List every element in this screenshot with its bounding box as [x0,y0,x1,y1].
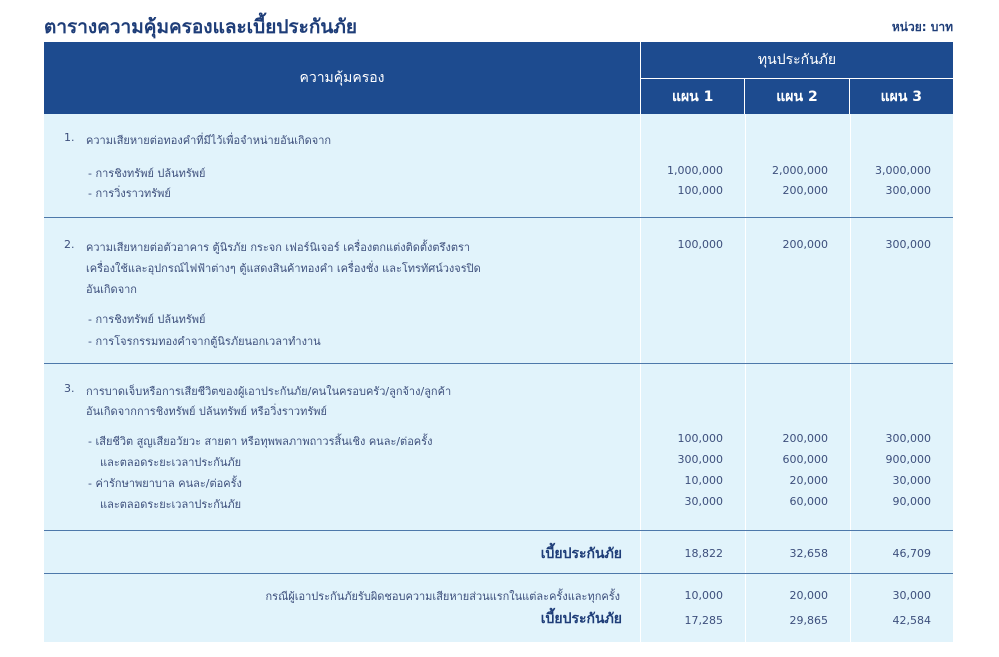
section-1-item-1-plan-3: 3,000,000 [875,164,931,177]
deductible-plan-3-cell [850,574,953,642]
premium-plan-3: 46,709 [892,547,931,560]
section-3-item-2-plan-1: 300,000 [677,453,723,466]
premium-label: เบี้ยประกันภัย [540,546,622,562]
section-2-plan-3-value: 300,000 [885,238,931,251]
section-2-plan-1-value: 100,000 [677,238,723,251]
section-3-heading-line-2: อันเกิดจากการชิงทรัพย์ ปล้นทรัพย์ หรือวิ่งราวทรัพย์ [86,405,327,418]
section-2-row [44,218,953,364]
premium-plan-2-cell [745,531,850,573]
premium-plan-1-cell [641,531,745,573]
section-1-description [44,114,641,217]
deductible-plan-1: 10,000 [684,589,723,602]
deductible-premium-plan-1: 17,285 [684,614,723,627]
deductible-row [44,574,953,642]
section-3-heading-line-1: การบาดเจ็บหรือการเสียชีวิตของผู้เอาประกันภัย/คนในครอบครัว/ลูกจ้าง/ลูกค้า [86,385,452,398]
deductible-label: กรณีผู้เอาประกันภัยรับผิดชอบความเสียหายส่วนแรกในแต่ละครั้งและทุกครั้ง [265,590,620,603]
deductible-plan-2-cell [745,574,850,642]
section-1-plan-1 [641,114,745,217]
section-1-plan-3 [850,114,953,217]
section-3-item-1-plan-3: 300,000 [885,432,931,445]
deductible-premium-plan-2: 29,865 [789,614,828,627]
section-3-item-1-label: - เสียชีวิต สูญเสียอวัยวะ สายตา หรือทุพพลภาพถาวรสิ้นเชิง คนละ/ต่อครั้ง [88,435,433,448]
section-3-plan-3 [850,364,953,530]
section-2-item-1-label: - การชิงทรัพย์ ปล้นทรัพย์ [88,313,206,326]
section-3-item-2-plan-3: 900,000 [885,453,931,466]
section-1-plan-2 [745,114,850,217]
section-1-item-1-plan-1: 1,000,000 [667,164,723,177]
deductible-plan-3: 30,000 [892,589,931,602]
section-3-item-3-plan-2: 20,000 [789,474,828,487]
section-3-item-4-plan-3: 90,000 [892,495,931,508]
header-plan-3: แผน 3 [849,79,953,114]
section-3-item-2-plan-2: 600,000 [782,453,828,466]
section-2-plan-3 [850,218,953,363]
unit-label: หน่วย: บาท [891,20,953,34]
section-3-item-4-plan-2: 60,000 [789,495,828,508]
section-2-heading-line-1: ความเสียหายต่อตัวอาคาร ตู้นิรภัย กระจก เฟอร์นิเจอร์ เครื่องตกแต่งติดตั้งตรึงตรา [86,241,471,254]
section-2-heading-line-2: เครื่องใช้และอุปกรณ์ไฟฟ้าต่างๆ ตู้แสดงสินค้าทองคำ เครื่องชั่ง และโทรทัศน์วงจรปิด [86,262,481,275]
section-1-item-1-plan-2: 2,000,000 [772,164,828,177]
section-3-item-1-plan-2: 200,000 [782,432,828,445]
section-2-number: 2. [64,238,75,251]
section-3-item-1-plan-1: 100,000 [677,432,723,445]
section-1-heading: ความเสียหายต่อทองคำที่มีไว้เพื่อจำหน่ายอันเกิดจาก [86,134,332,147]
coverage-table [44,42,953,642]
page-title: ตารางความคุ้มครองและเบี้ยประกันภัย [44,16,357,38]
section-3-item-3-label: - ค่ารักษาพยาบาล คนละ/ต่อครั้ง [88,477,242,490]
section-2-description [44,218,641,363]
header-plan-1: แผน 1 [671,88,714,105]
section-1-item-1-label: - การชิงทรัพย์ ปล้นทรัพย์ [88,167,206,180]
deductible-plan-1-cell [641,574,745,642]
section-3-item-3-plan-1: 10,000 [684,474,723,487]
premium-label-cell [44,531,641,573]
deductible-plan-2: 20,000 [789,589,828,602]
header-sum-insured-group [641,42,953,114]
section-3-number: 3. [64,382,75,395]
section-1-item-2-plan-2: 200,000 [782,184,828,197]
section-1-item-2-plan-1: 100,000 [677,184,723,197]
header-coverage: ความคุ้มครอง [44,42,641,114]
header-sum-insured: ทุนประกันภัย [641,42,953,79]
deductible-premium-label: เบี้ยประกันภัย [540,611,622,627]
deductible-label-cell [44,574,641,642]
section-2-plan-2-value: 200,000 [782,238,828,251]
premium-plan-1: 18,822 [684,547,723,560]
section-3-plan-2 [745,364,850,530]
section-3-item-4-label: และตลอดระยะเวลาประกันภัย [100,498,242,511]
section-2-heading-line-3: อันเกิดจาก [86,283,137,296]
section-2-item-2-label: - การโจรกรรมทองคำจากตู้นิรภัยนอกเวลาทำงาน [88,335,321,348]
section-1-item-2-label: - การวิ่งราวทรัพย์ [88,187,171,200]
section-2-plan-2 [745,218,850,363]
section-3-plan-1 [641,364,745,530]
section-3-row [44,364,953,531]
section-1-row [44,114,953,218]
section-1-number: 1. [64,131,75,144]
table-header [44,42,953,114]
premium-row [44,531,953,574]
premium-plan-3-cell [850,531,953,573]
deductible-premium-plan-3: 42,584 [892,614,931,627]
section-3-item-2-label: และตลอดระยะเวลาประกันภัย [100,456,242,469]
section-2-plan-1 [641,218,745,363]
section-3-item-4-plan-1: 30,000 [684,495,723,508]
header-plan-2: แผน 2 [744,79,848,114]
section-3-description [44,364,641,530]
section-1-item-2-plan-3: 300,000 [885,184,931,197]
premium-plan-2: 32,658 [789,547,828,560]
section-3-item-3-plan-3: 30,000 [892,474,931,487]
header-plans [641,79,953,114]
